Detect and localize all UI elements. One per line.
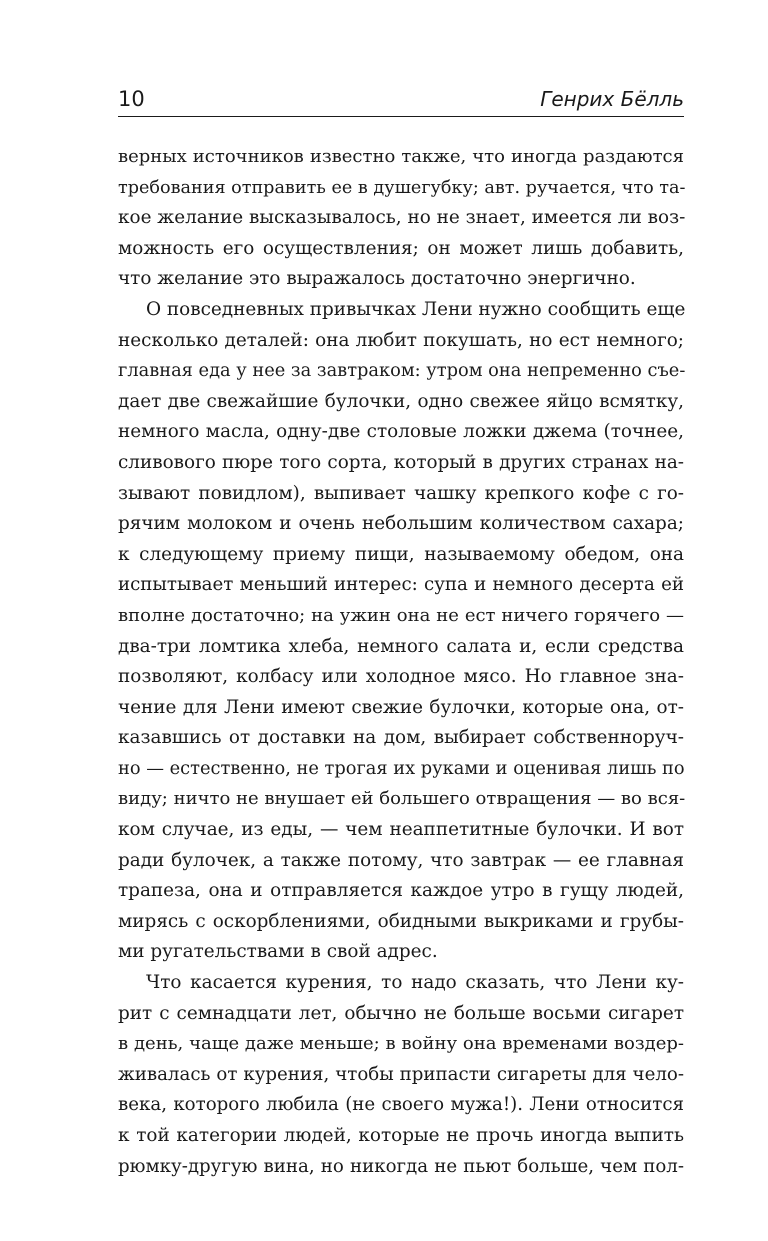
text-line: можность его осуществления; он может лишь добавить, [118, 237, 684, 259]
text-line: живалась от курения, чтобы припасти сигареты для чело- [118, 1063, 684, 1085]
text-line: Что касается курения, то надо сказать, что Лени ку- [146, 972, 684, 994]
text-line: к следующему приему пищи, называемому обедом, она [118, 543, 684, 565]
text-line: ком случае, из еды, — чем неаппетитные булочки. И вот [118, 819, 684, 841]
text-line: века, которого любила (не своего мужа!). Лени относится [118, 1094, 684, 1116]
text-line: рит с семнадцати лет, обычно не больше восьми сигарет [118, 1002, 684, 1024]
text-line: к той категории людей, которые не прочь иногда выпить [118, 1125, 684, 1146]
text-line: чение для Лени имеют свежие булочки, которые она, от- [118, 696, 684, 718]
text-line: зывают повидлом), выпивает чашку крепкого кофе с го- [118, 482, 684, 504]
text-line: но — естественно, не трогая их руками и оценивая лишь по [118, 757, 685, 779]
text-line: испытывает меньший интерес: супа и немного десерта ей [118, 574, 684, 596]
text-line: виду; ничто не внушает ей большего отвращения — во вся- [118, 788, 686, 810]
text-line: в день, чаще даже меньше; в войну она временами воздер- [118, 1033, 684, 1055]
text-line: рюмку-другую вина, но никогда не пьют больше, чем пол- [118, 1155, 684, 1177]
text-line: казавшись от доставки на дом, выбирает собственноруч- [118, 727, 684, 749]
text-line: что желание это выражалось достаточно энергично. [118, 268, 636, 290]
text-line: вполне достаточно; на ужин она не ест ничего горячего — [118, 604, 684, 626]
text-line: сливового пюре того сорта, который в других странах на- [118, 451, 684, 473]
page-number: 10 [118, 87, 145, 111]
text-line: дает две свежайшие булочки, одно свежее яйцо всмятку, [118, 390, 684, 412]
body-text [118, 142, 684, 1182]
text-line: верных источников известно также, что иногда раздаются [118, 146, 684, 167]
page-header [118, 86, 684, 117]
text-line: О повседневных привычках Лени нужно сообщить еще [146, 298, 686, 320]
text-line: рячим молоком и очень небольшим количеством сахара; [118, 513, 684, 535]
text-line: мирясь с оскорблениями, обидными выкриками и грубы- [118, 910, 684, 932]
text-line: ради булочек, а также потому, что завтрак — ее главная [118, 849, 684, 871]
text-line: позволяют, колбасу или холодное мясо. Но главное зна- [118, 666, 684, 688]
text-line: несколько деталей: она любит покушать, но ест немного; [118, 329, 684, 351]
text-line: два-три ломтика хлеба, немного салата и, если средства [118, 635, 684, 657]
text-line: требования отправить ее в душегубку; авт. ручается, что та- [118, 177, 686, 198]
text-line: главная еда у нее за завтраком: утром она непременно съе- [118, 360, 686, 382]
text-line: ми ругательствами в свой адрес. [118, 941, 438, 963]
text-line: немного масла, одну-две столовые ложки джема (точнее, [118, 421, 684, 443]
text-line: трапеза, она и отправляется каждое утро в гущу людей, [118, 880, 684, 902]
running-title: Генрих Бёлль [540, 87, 684, 111]
text-line: кое желание высказывалось, но не знает, имеется ли воз- [118, 207, 686, 229]
